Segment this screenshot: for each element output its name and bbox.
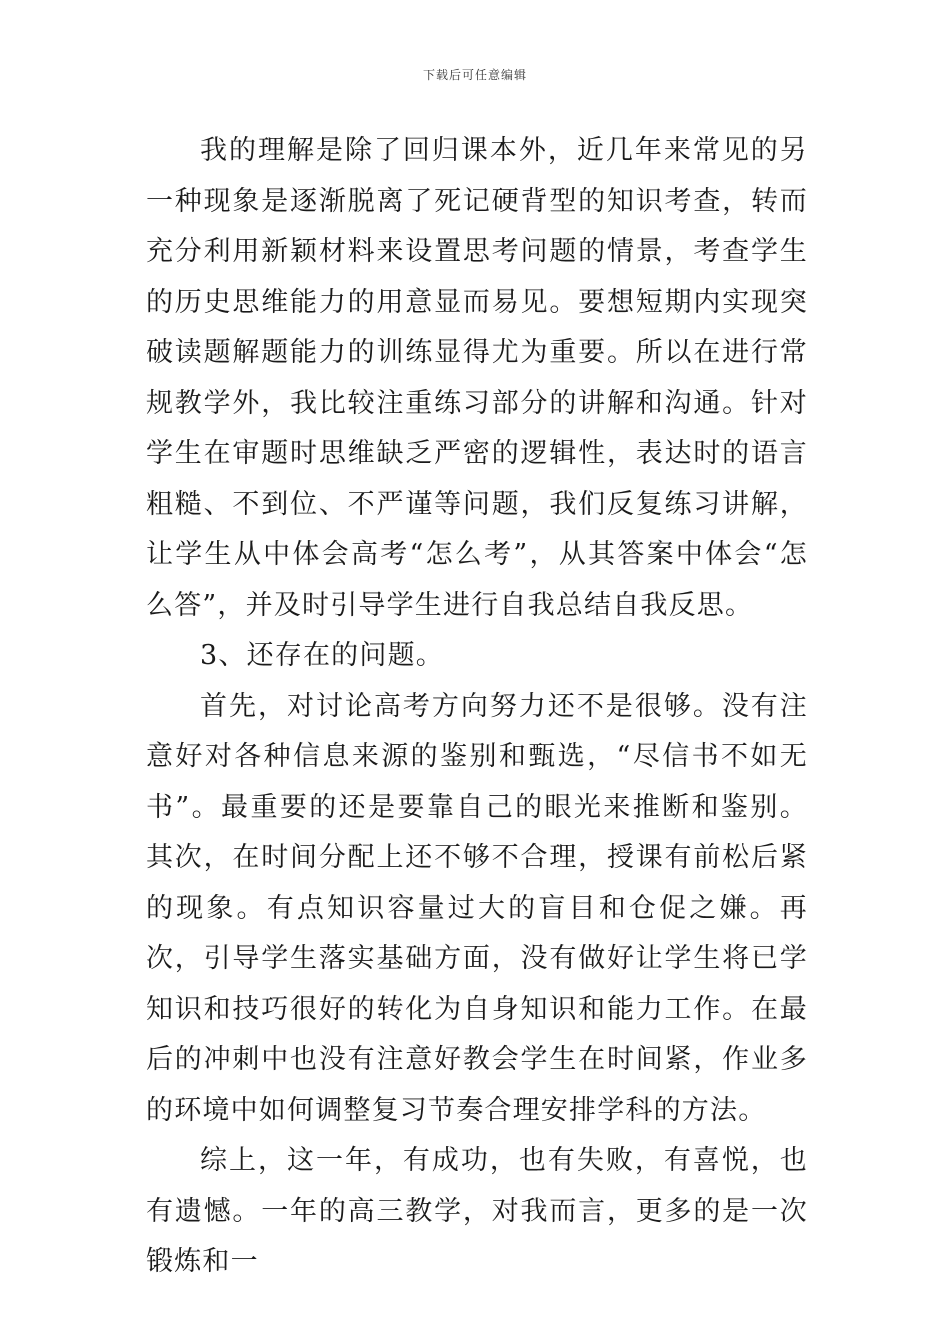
paragraph-problems: 首先，对讨论高考方向努力还不是很够。没有注意好对各种信息来源的鉴别和甄选，“尽信书不如无书”。最重要的还是要靠自己的眼光来推断和鉴别。其次，在时间分配上还不够不合理，授课有前松后紧的现象。有点知识容量过大的盲目和仓促之嫌。再次，引导学生落实基础方面，没有做好让学生将已学知识和技巧很好的转化为自身知识和能力工作。在最后的冲刺中也没有注意好教会学生在时间紧，作业多的环境中如何调整复习节奏合理安排学科的方法。 [146,690,808,1126]
section-heading-existing-problems: 3、还存在的问题。 [200,640,444,671]
header-note: 下载后可任意编辑 [422,68,527,82]
paragraph-reading-skills: 我的理解是除了回归课本外，近几年来常见的另一种现象是逐渐脱离了死记硬背型的知识考查，转而充分利用新颖材料来设置思考问题的情景，考查学生的历史思维能力的用意显而易见。要想短期内实现突破读题解题能力的训练显得尤为重要。所以在进行常规教学外，我比较注重练习部分的讲解和沟通。针对学生在审题时思维缺乏严密的逻辑性，表达时的语言粗糙、不到位、不严谨等问题，我们反复练习讲解，让学生从中体会高考“怎么考”，从其答案中体会“怎么答”，并及时引导学生进行自我总结自我反思。 [146,135,808,621]
paragraph-summary: 综上，这一年，有成功，也有失败，有喜悦，也有遗憾。一年的高三教学，对我而言，更多的是一次锻炼和一 [146,1145,808,1277]
body-text [146,126,808,1288]
